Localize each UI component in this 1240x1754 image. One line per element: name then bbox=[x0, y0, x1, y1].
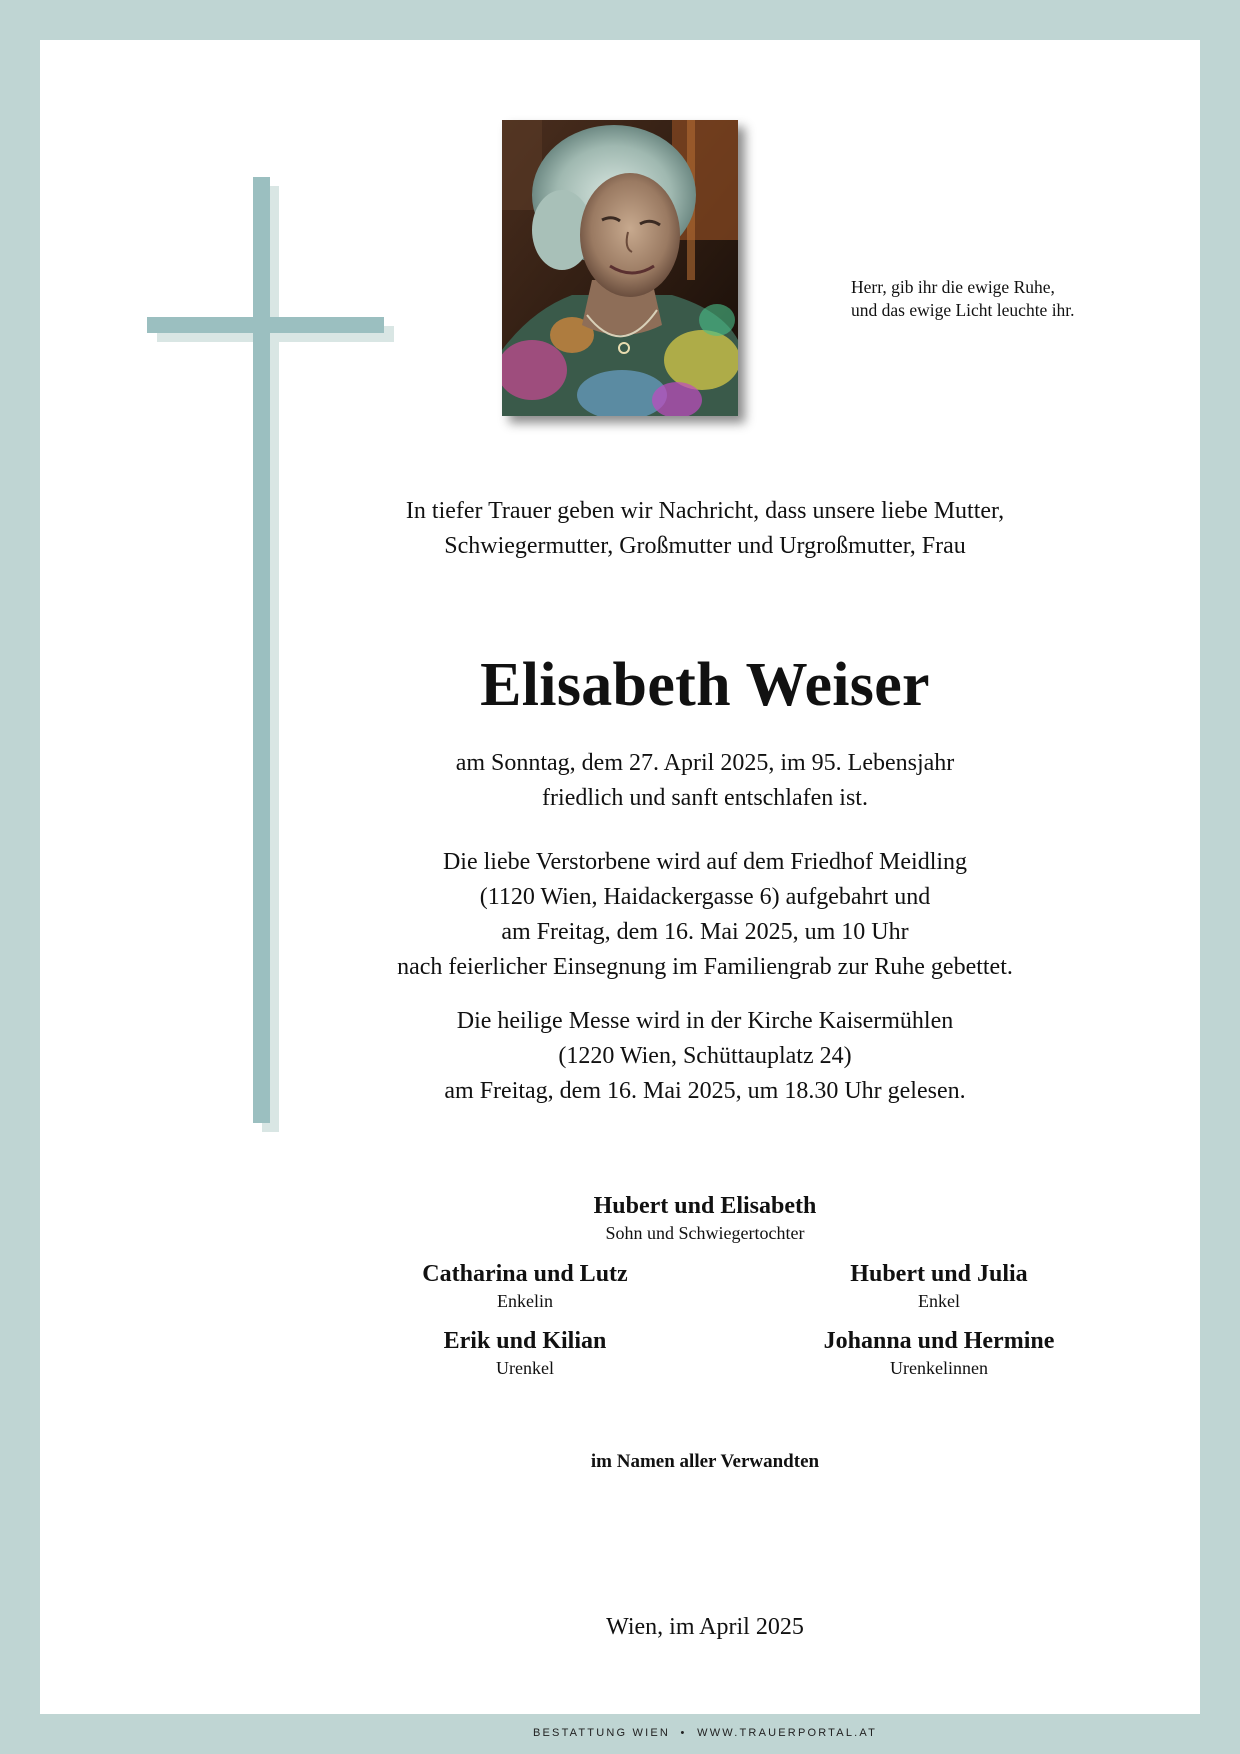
mass-line: Die heilige Messe wird in der Kirche Kaisermühlen bbox=[456, 1008, 954, 1034]
mourner-role: Enkel bbox=[918, 1291, 960, 1311]
footer-credit: BESTATTUNG WIEN • WWW.TRAUERPORTAL.AT bbox=[532, 1727, 878, 1739]
burial-line: am Freitag, dem 16. Mai 2025, um 10 Uhr bbox=[501, 919, 909, 945]
prayer-line: und das ewige Licht leuchte ihr. bbox=[851, 300, 1075, 320]
place-date: Wien, im April 2025 bbox=[606, 1614, 804, 1640]
mourner-entry bbox=[345, 1326, 705, 1380]
intro-paragraph bbox=[370, 494, 1040, 564]
burial-line: (1120 Wien, Haidackergasse 6) aufgebahrt und bbox=[479, 884, 931, 910]
mass-line: (1220 Wien, Schüttauplatz 24) bbox=[558, 1043, 852, 1069]
mourner-entry bbox=[525, 1191, 885, 1245]
cross-horizontal-beam bbox=[147, 317, 384, 333]
mourner-role: Urenkel bbox=[496, 1358, 554, 1378]
burial-paragraph bbox=[370, 845, 1040, 985]
mourner-entry bbox=[759, 1326, 1119, 1380]
mourner-entry bbox=[345, 1259, 705, 1313]
intro-line: Schwiegermutter, Großmutter und Urgroßmutter, Frau bbox=[444, 533, 966, 559]
mass-line: am Freitag, dem 16. Mai 2025, um 18.30 Uhr gelesen. bbox=[444, 1078, 966, 1104]
mourner-name: Erik und Kilian bbox=[443, 1328, 607, 1354]
mourner-role: Enkelin bbox=[497, 1291, 553, 1311]
burial-line: nach feierlicher Einsegnung im Familiengrab zur Ruhe gebettet. bbox=[397, 954, 1013, 980]
mourner-name: Hubert und Julia bbox=[850, 1261, 1028, 1287]
mourner-name: Hubert und Elisabeth bbox=[593, 1193, 817, 1219]
death-notice-line: am Sonntag, dem 27. April 2025, im 95. Lebensjahr bbox=[455, 750, 955, 776]
mourner-role: Urenkelinnen bbox=[890, 1358, 988, 1378]
prayer-verse bbox=[851, 276, 1075, 322]
burial-line: Die liebe Verstorbene wird auf dem Friedhof Meidling bbox=[442, 849, 968, 875]
mourner-name: Catharina und Lutz bbox=[422, 1261, 628, 1287]
death-notice-paragraph bbox=[370, 746, 1040, 816]
obituary-card bbox=[40, 40, 1200, 1739]
prayer-line: Herr, gib ihr die ewige Ruhe, bbox=[851, 277, 1055, 297]
mass-paragraph bbox=[370, 1004, 1040, 1109]
mourner-name: Johanna und Hermine bbox=[823, 1328, 1055, 1354]
portrait-photo bbox=[502, 120, 738, 416]
intro-line: In tiefer Trauer geben wir Nachricht, dass unsere liebe Mutter, bbox=[405, 498, 1005, 524]
closing-line: im Namen aller Verwandten bbox=[590, 1451, 820, 1472]
deceased-name: Elisabeth Weiser bbox=[480, 651, 930, 719]
death-notice-line: friedlich und sanft entschlafen ist. bbox=[542, 785, 868, 811]
mourner-entry bbox=[759, 1259, 1119, 1313]
mourner-role: Sohn und Schwiegertochter bbox=[605, 1223, 805, 1243]
